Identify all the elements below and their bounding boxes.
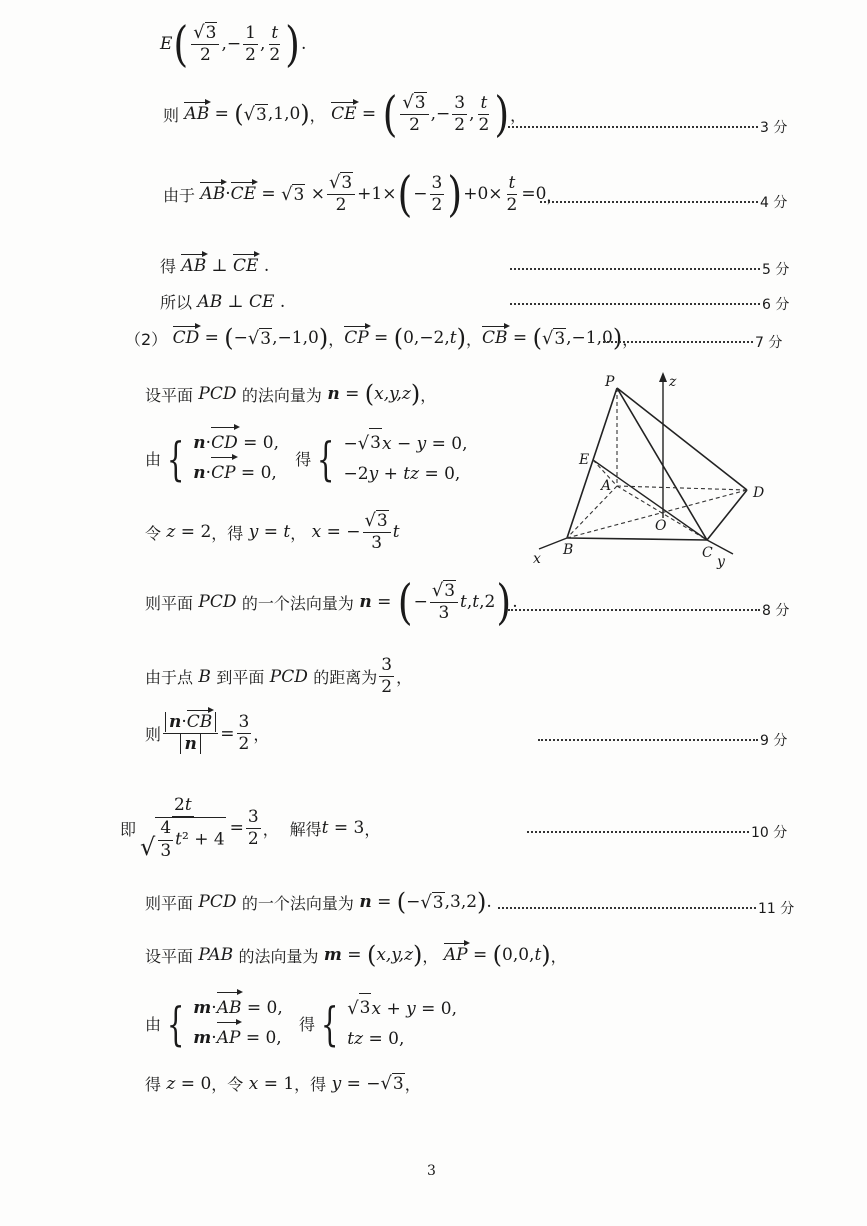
edge-pd <box>617 388 747 490</box>
edge-bc <box>567 538 707 540</box>
plane-pab-normal-setup: 设平面 PAB 的法向量为 m = ( x,y,z ) ， AP = ( 0,0, t ) ， <box>145 941 567 969</box>
score-7: 7 分 <box>603 332 782 352</box>
conclusion-perpendicular: 所以 AB ⊥ CE . <box>160 291 286 312</box>
edge-cd <box>707 490 747 540</box>
label-z: z <box>669 374 677 390</box>
point-e-coordinates: E ( √ 3 2 ,− $\frac{1}{2}$ , $\frac{t}{2}$ ) . <box>160 16 307 72</box>
score-8: 8 分 <box>508 600 789 620</box>
system-pcd: 由 { n·CD = 0, n·CP = 0, 得 { − √ 3 x − y = 0, −2y + tz = 0, <box>145 428 468 490</box>
label-b: B <box>563 542 574 558</box>
z-axis-arrow <box>659 372 667 382</box>
normal-n-with-t: 则平面 PCD 的一个法向量为 n = ( − √ 3 3 t , t ,2 ) . <box>145 574 518 630</box>
perpendicular-vectors: 得 AB ⊥ CE . <box>160 255 270 276</box>
normal-n-final: 则平面 PCD 的一个法向量为 n = ( − √ 3 ,3,2 ) . <box>145 888 492 916</box>
page-number: 3 <box>427 1163 436 1179</box>
plane-pcd-normal-setup: 设平面 PCD 的法向量为 n = ( x,y,z ) ， <box>145 380 437 408</box>
dot-product-line: 由于 AB · CE = √ 3 × √ 3 2 +1× ( − $\frac{3}{2}$ ) +0× $\frac{t}{2}$ =0 ， <box>163 166 563 222</box>
text-youyu: 由于 <box>163 185 196 205</box>
system-pab: 由 { m·AB = 0, m·AP = 0, 得 { √ 3 x + y = 0, tz = 0, <box>145 993 457 1055</box>
label-y: y <box>717 554 725 570</box>
score-11: 11 分 <box>498 898 794 918</box>
edge-ad <box>617 486 747 490</box>
label-a: A <box>601 478 612 494</box>
score-10: 10 分 <box>527 822 787 842</box>
label-e: E <box>579 452 590 468</box>
label-x: x <box>533 551 541 567</box>
solve-t-line: 即 2t √ $\frac{4}{3}$ t² + 4 = $\frac{3}{2}$ ， 解得 t = 3 ， <box>120 795 381 861</box>
pyramid-figure <box>525 368 775 573</box>
score-4: 4 分 <box>540 192 787 212</box>
label-d: D <box>753 485 765 501</box>
distance-formula: 则 $\frac{n\cdot CB}{n}$ = $\frac{3}{2}$ ， <box>145 712 270 755</box>
solve-m: 得 z = 0 ， 令 x = 1 ，得 y = − √ 3 ， <box>145 1073 421 1094</box>
label-o: O <box>655 518 667 534</box>
let-z-equals-2: 令 z = 2 ，得 y = t ， x = − √ 3 3 t <box>145 510 400 554</box>
edge-pb <box>567 388 617 538</box>
distance-statement: 由于点 B 到平面 PCD 的距离为 $\frac{3}{2}$ ， <box>145 655 413 698</box>
score-5: 5 分 <box>510 259 789 279</box>
score-9: 9 分 <box>538 730 787 750</box>
score-3: 3 分 <box>508 117 787 137</box>
segment-ec <box>593 460 707 540</box>
vector-ab-ce-line: 则 AB = ( √ 3 ,1,0 ) ， CE = ( √ 3 2 ,− $\frac{3}{2}$ , $\frac{t}{2}$ ) ， <box>163 86 527 142</box>
label-c: C <box>702 545 713 561</box>
text-ze: 则 <box>163 105 180 125</box>
part2-vectors: （2） CD = ( − √ 3 ,−1,0 ) ， CP = ( 0,−2, t ) ， CB = ( √ 3 ,−1,0 ) ， <box>125 324 639 352</box>
score-6: 6 分 <box>510 294 789 314</box>
label-p: P <box>605 374 615 390</box>
